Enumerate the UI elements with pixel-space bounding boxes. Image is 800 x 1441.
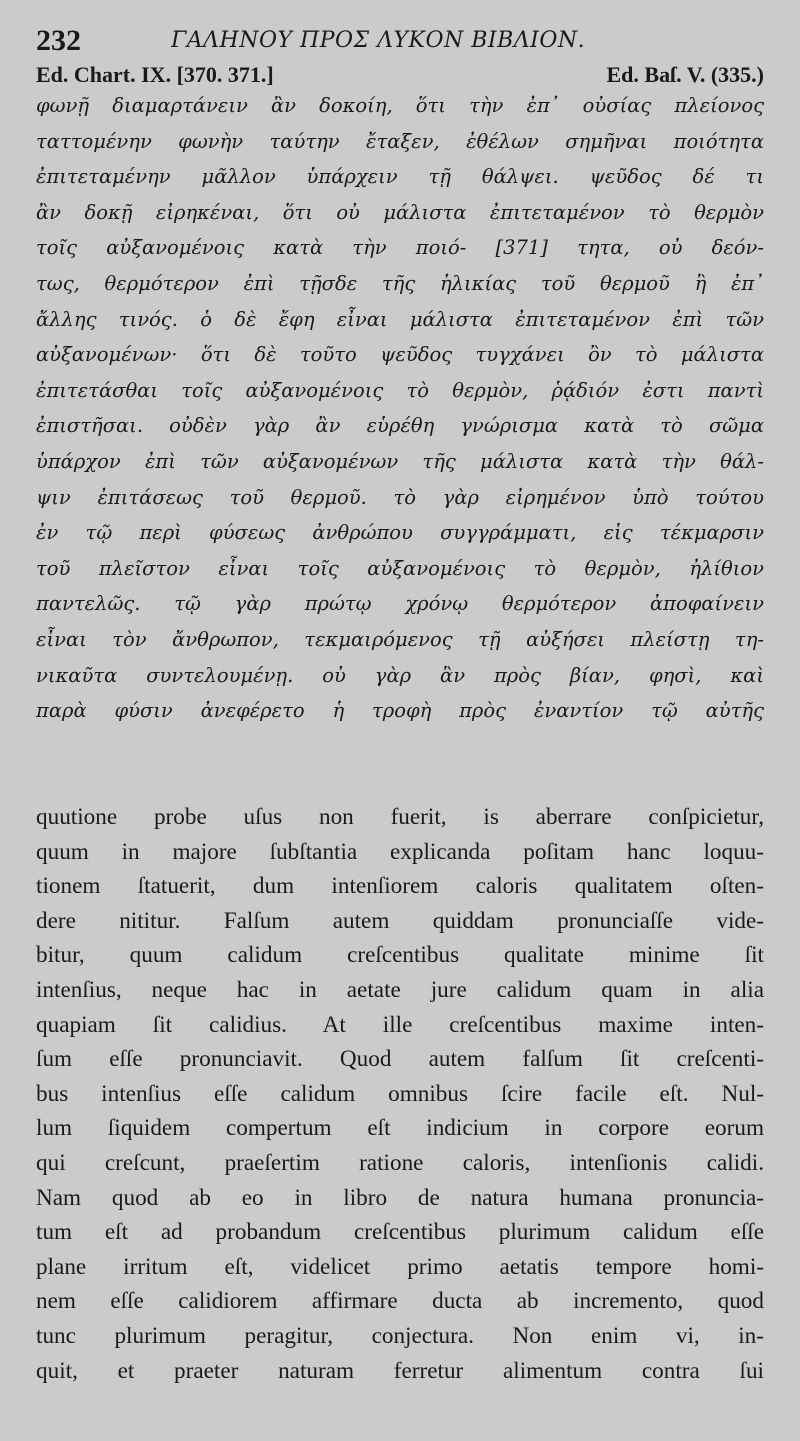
greek-text-line: ὑπάρχον ἐπὶ τῶν αὐξανομένων τῆς μάλιστα κατὰ τὴν θάλ- <box>36 449 764 473</box>
page-header <box>36 20 766 56</box>
greek-text-line: εἶναι τὸν ἄνθρωπον, τεκμαιρόμενος τῇ αὐξήσει πλείστῃ τη- <box>36 627 764 651</box>
greek-text-line: ταττομένην φωνὴν ταύτην ἔταξεν, ἐθέλων σημῆναι ποιότητα <box>36 129 764 153</box>
edition-reference-line <box>36 62 764 90</box>
latin-text-line: tionem ſtatuerit, dum intenſiorem caloris qualitatem oſten- <box>36 873 764 900</box>
latin-text-line: dere nititur. Falſum autem quiddam pronunciaſſe vide- <box>36 907 764 934</box>
greek-text-line: ἄλλης τινός. ὁ δὲ ἔφη εἶναι μάλιστα ἐπιτεταμένον ἐπὶ τῶν <box>36 307 764 331</box>
page-number: 232 <box>36 24 81 57</box>
latin-text-line: intenſius, neque hac in aetate jure calidum quam in alia <box>36 976 764 1003</box>
latin-text-line: nem eſſe calidiorem affirmare ducta ab incremento, quod <box>36 1288 764 1315</box>
greek-text-line: ἐπιτεταμένην μᾶλλον ὑπάρχειν τῇ θάλψει. ψεῦδος δέ τι <box>36 165 764 189</box>
latin-text-line: qui creſcunt, praeſertim ratione caloris, intenſionis calidi. <box>36 1149 764 1176</box>
greek-text-line: τως, θερμότερον ἐπὶ τῇσδε τῆς ἡλικίας τοῦ θερμοῦ ἢ ἐπ᾽ <box>36 271 764 295</box>
latin-text-line: quutione probe uſus non fuerit, is aberrare conſpicietur, <box>36 804 764 830</box>
latin-text-line: bitur, quum calidum creſcentibus qualitate minime ſit <box>36 942 764 969</box>
latin-text-line: plane irritum eſt, videlicet primo aetatis tempore homi- <box>36 1253 764 1280</box>
greek-text-line: νικαῦτα συντελουμένῃ. οὐ γὰρ ἂν πρὸς βίαν, φησὶ, καὶ <box>36 663 764 687</box>
greek-text-line: ψιν ἐπιτάσεως τοῦ θερμοῦ. τὸ γὰρ εἰρημένον ὑπὸ τούτου <box>36 485 764 509</box>
edition-left: Ed. Chart. IX. [370. 371.] <box>36 62 274 87</box>
latin-text-line: ſum eſſe pronunciavit. Quod autem falſum ſit creſcenti- <box>36 1046 764 1073</box>
latin-text-line: Nam quod ab eo in libro de natura humana pronuncia- <box>36 1184 764 1211</box>
greek-text-block <box>36 88 764 729</box>
greek-text-line: τοῖς αὐξανομένοις κατὰ τὴν ποιό- [371] τητα, οὐ δεόν- <box>36 236 764 260</box>
latin-text-line: tunc plurimum peragitur, conjectura. Non enim vi, in- <box>36 1322 764 1349</box>
latin-text-block <box>36 800 764 1388</box>
latin-text-line: quapiam ſit calidius. At ille creſcentibus maxime inten- <box>36 1011 764 1038</box>
greek-text-line: παρὰ φύσιν ἀνεφέρετο ἡ τροφὴ πρὸς ἐναντίον τῷ αὐτῆς <box>36 699 764 723</box>
greek-text-line: αὐξανομένων· ὅτι δὲ τοῦτο ψεῦδος τυγχάνει ὂν τὸ μάλιστα <box>36 343 764 367</box>
greek-text-line: ἂν δοκῇ εἰρηκέναι, ὅτι οὐ μάλιστα ἐπιτεταμένον τὸ θερμὸν <box>36 200 764 224</box>
edition-right: Ed. Baſ. V. (335.) <box>606 62 764 87</box>
latin-text-line: quum in majore ſubſtantia explicanda poſitam hanc loquu- <box>36 838 764 865</box>
greek-text-line: ἐπιστῆσαι. οὐδὲν γὰρ ἂν εὑρέθη γνώρισμα κατὰ τὸ σῶμα <box>36 414 764 438</box>
greek-text-line: ἐν τῷ περὶ φύσεως ἀνθρώπου συγγράμματι, εἰς τέκμαρσιν <box>36 521 764 545</box>
greek-text-line: παντελῶς. τῷ γὰρ πρώτῳ χρόνῳ θερμότερον ἀποφαίνειν <box>36 592 764 616</box>
running-title: ΓΑΛΗΝΟΥ ΠΡΟΣ ΛΥΚΟΝ ΒΙΒΛΙΟΝ. <box>171 28 586 53</box>
latin-text-line: bus intenſius eſſe calidum omnibus ſcire facile eſt. Nul- <box>36 1080 764 1107</box>
latin-text-line: quit, et praeter naturam ferretur alimentum contra ſui <box>36 1357 764 1384</box>
greek-text-line: ἐπιτετάσθαι τοῖς αὐξανομένοις τὸ θερμὸν, ῥᾴδιόν ἐστι παντὶ <box>36 378 764 402</box>
latin-text-line: lum ſiquidem compertum eſt indicium in corpore eorum <box>36 1115 764 1142</box>
greek-text-line: φωνῇ διαμαρτάνειν ἂν δοκοίη, ὅτι τὴν ἐπ᾽ οὐσίας πλείονος <box>36 94 764 117</box>
latin-text-line: tum eſt ad probandum creſcentibus plurimum calidum eſſe <box>36 1219 764 1246</box>
greek-text-line: τοῦ πλεῖστον εἶναι τοῖς αὐξανομένοις τὸ θερμὸν, ἠλίθιον <box>36 556 764 580</box>
